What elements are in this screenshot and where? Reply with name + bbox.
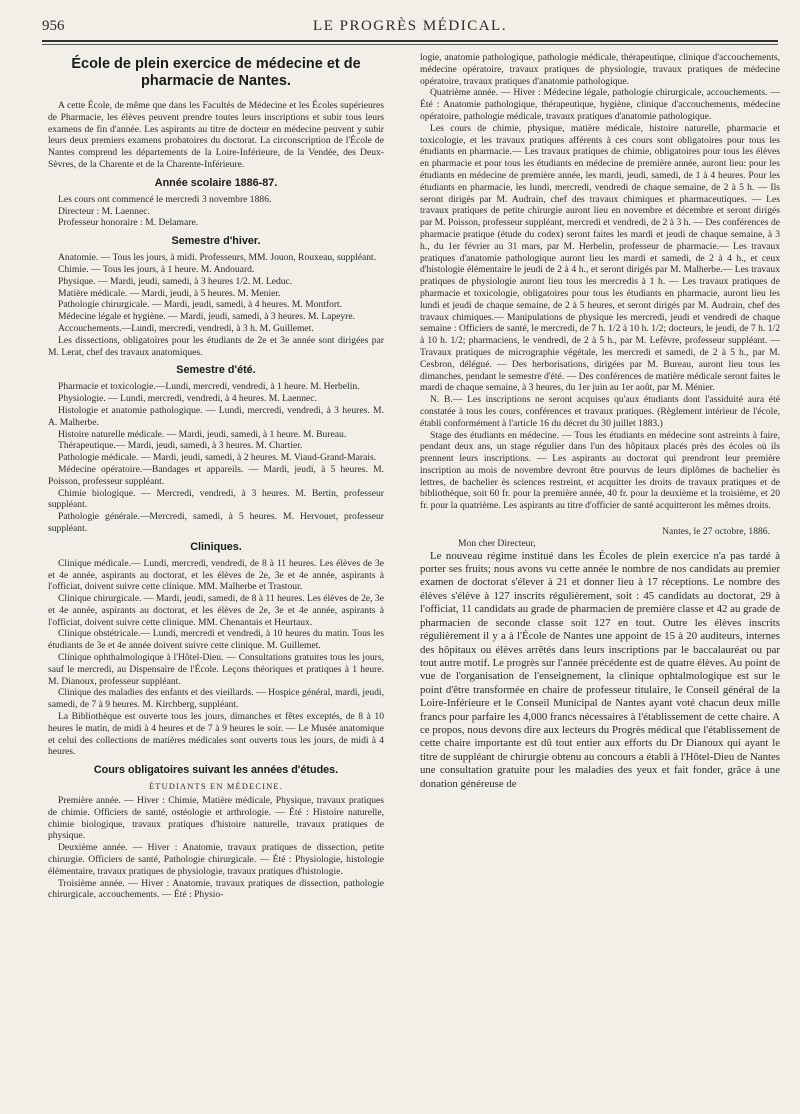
article-title <box>48 56 384 90</box>
intro-paragraph: A cette École, de même que dans les Facultés de Médecine et les Écoles supérieures de Pharmacie, les élèves peuvent prendre toutes leurs inscriptions et subir tous leurs examens de fin d'année. Les aspirants au titre de docteur en médecine peuvent y subir leurs deux premiers examens probatoires du doctorat. La circonscription de l'École de Nantes comprend les départements de la Loire-Inférieure, de la Vendée, des Deux-Sèvres, de la Charente et de la Charente-Inférieure. <box>48 100 384 170</box>
clinique-entry: Clinique obstétricale.— Lundi, mercredi et vendredi, à 10 heures du matin. Tous les étudiants de 3e et 4e année doivent suivre cette clinique. M. Guillemet. <box>48 628 384 652</box>
ete-heading: Semestre d'été. <box>176 364 256 377</box>
etudiants-heading: ÉTUDIANTS EN MÉDECINE. <box>148 782 284 792</box>
page-header <box>42 16 778 38</box>
travaux-pratiques-paragraph: Les cours de chimie, physique, matière médicale, histoire naturelle, pharmacie et toxicologie, et les travaux pratiques afférents à ces cours sont obligatoires pour tous les étudiants en pharmacie.— Les travaux pratiques de chimie, obligatoires pour tous les élèves en pharmacie et pour tous les étudiants en médecine de première année, auront lieu: pour les étudiants en médecine de première année, les mardi, jeudi, samedi, de 1 à 4 heures. Pour les étudiants en pharmacie, les lundi, mercredi, vendredi de chaque semaine, de 2 à 5 h. — Ils seront dirigés par M. Audrain, chef des travaux chimiques et pharmaceutiques. — Les travaux pratiques de petite chirurgie auront lieu en novembre et décembre et seront dirigés par M. Poisson, professeur suppléant, mercredi et vendredi, de 2 à 3 h. — Des conférences de pharmacie pratique (étude du codex) seront faites les mardi et jeudi de chaque semaine, à 3 h., du 1er février au 31 mars, par M. Herbelin, professeur de pharmacie.— Les travaux pratiques d'anatomie pathologique auront lieu les mardi et samedi, de 2 à 4 h., et ceux d'histologie élémentaire le jeudi de 2 à 4 h., et seront dirigés par M. Malherbe.— Les travaux pratiques de physiologie auront lieu tous les mercredis à 1 h. — Les travaux pratiques de pharmacie et toxicologie, obligatoires pour tous les étudiants en pharmacie, auront lieu les lundi et jeudi de chaque semaine, de 2 à 5 heures, et seront dirigés par M. Audrain, chef des travaux chimiques.— Manipulations de physique les mercredi, jeudi et vendredi de chaque semaine : Officiers de santé, le mercredi, de 7 h. 1/2 à 10 h. 1/2; docteurs, le jeudi, de 7 h. 1/2 à 10 h. 1/2; pharmaciens, le vendredi, de 2 à 5 h., par M. Lefèvre, professeur suppléant. — Travaux pratiques de micrographie végétale, les mercredi et samedi, de 2 à 5 h., par M. Cesbron, délégué. — Des herborisations, dirigées par M. Bureau, auront lieu tous les dimanches, pendant le semestre d'été. — Des conférences de matière médicale seront faites le mardi de chaque semaine, à 3 heures, du 1er juin au 1er août, par M. Ménier. <box>420 122 780 394</box>
course-entry: Thérapeutique.— Mardi, jeudi, samedi, à 3 heures. M. Chartier. <box>58 440 303 452</box>
letter-date: Nantes, le 27 octobre, 1886. <box>662 526 770 538</box>
cours-obligatoires-heading: Cours obligatoires suivant les années d'études. <box>93 764 339 777</box>
cliniques-heading: Cliniques. <box>190 540 242 553</box>
course-entry: Pathologie générale.—Mercredi, samedi, à 5 heures. M. Hervouet, professeur suppléant. <box>48 511 384 534</box>
left-column <box>48 56 384 901</box>
annee-entry: Deuxième année. — Hiver : Anatomie, travaux pratiques de dissection, petite chirurgie. Officiers de santé, Pathologie chirurgicale. — Été : Physiologie, histologie élémentaire, travaux pratiques de physiologie, travaux pratiques d'histologie. <box>48 842 384 877</box>
cours-commence: Les cours ont commencé le mercredi 3 novembre 1886. <box>58 193 272 205</box>
stage-paragraph: Stage des étudiants en médecine. — Tous les étudiants en médecine sont astreints à faire, pendant deux ans, un stage régulier dans l'un des hôpitaux placés près des écoles où ils prennent leurs inscriptions. — Les aspirants au doctorat qui prendront leur première inscription au mois de novembre devront être pourvus de leurs diplômes de bachelier ès lettres, de bachelier ès sciences restreint, et acquitter les droits de travaux pratiques et de bibliothèque, soit 60 fr. pour la première année, 40 fr. pour la deuxième et la troisième, et 20 fr. pour la quatrième. Les aspirants au titre d'officier de santé acquitteront les mêmes droits. <box>420 429 780 512</box>
hiver-heading: Semestre d'hiver. <box>171 235 261 248</box>
clinique-entry: Clinique chirurgicale. — Mardi, jeudi, samedi, de 8 à 11 heures. Les élèves de 2e, 3e et 4e année, aspirants au doctorat, et les élèves de 2e, 3e et 4e année, aspirants à l'officiat, doivent suivre cette clinique. MM. Chenantais et Heurtaux. <box>48 593 384 628</box>
running-title: LE PROGRÈS MÉDICAL. <box>313 18 507 34</box>
letter-salutation: Mon cher Directeur, <box>458 537 536 549</box>
course-entry: Pathologie chirurgicale. — Mardi, jeudi, samedi, à 4 heures. M. Montfort. <box>58 299 343 311</box>
clinique-entry: Clinique médicale.— Lundi, mercredi, vendredi, de 8 à 11 heures. Les élèves de 3e et 4e année, aspirants au doctorat, et les élèves de 2e, 3e et 4e année, aspirants à l'officiat, doivent suivre cette clinique. MM. Malherbe et Trastour. <box>48 557 384 593</box>
course-entry: Histologie et anatomie pathologique. — Lundi, mercredi, vendredi, à 3 heures. M. A. Malherbe. <box>48 404 384 428</box>
course-entry: Physiologie. — Lundi, mercredi, vendredi, à 4 heures. M. Laennec. <box>58 393 317 405</box>
header-rule-thin <box>42 44 778 45</box>
page-number: 956 <box>42 18 65 34</box>
course-entry: Accouchements.—Lundi, mercredi, vendredi, à 3 h. M. Guillemet. <box>58 322 314 334</box>
course-entry: Pharmacie et toxicologie.—Lundi, mercredi, vendredi, à 1 heure. M. Herbelin. <box>58 381 360 393</box>
right-column <box>420 52 780 791</box>
article-title-line2: pharmacie de Nantes. <box>141 73 291 89</box>
course-entry: Chimie biologique. — Mercredi, vendredi, à 3 heures. M. Bertin, professeur suppléant. <box>48 487 384 511</box>
nota-bene: N. B.— Les inscriptions ne seront acquises qu'aux étudiants dont l'assiduité aura été constatée à tous les cours, conférences et travaux pratiques. (Règlement intérieur de l'école, établi conformément à l'article 16 du décret du 30 juillet 1883.) <box>420 394 780 429</box>
letter-body: Le nouveau régime institué dans les Écoles de plein exercice n'a pas tardé à porter ses fruits; nous avons vu cette année le nombre de nos candidats au premier examen de doctorat s'élever à 21 et donner lieu à 17 réceptions. Le nombre des élèves s'élève à 127 inscrits régulièrement, soit : 45 candidats au doctorat, 29 à l'officiat, 11 candidats au grade de pharmacien de première classe et 42 au grade de pharmacien de seconde classe soit 127 en tout. Outre les élèves inscrits régulièrement il y a à l'École de Nantes une appoint de 15 à 20 auditeurs, internes des hôpitaux ou élèves arrêtés dans leurs inscriptions par le baccalauréat ou par tout autre motif. Le progrès sur l'année précédente est de quatre élèves. Au point de vue de l'organisation de l'enseignement, la clinique ophtalmologique est sur le point d'être transformée en chaire de professeur titulaire, le Conseil général de la Loire-Inférieure et le Conseil Municipal de Nantes ayant voté chacun deux mille francs pour parfaire les 4,000 francs nécessaires à l'établissement de cette chaire. A ce propos, nous devons dire aux lecteurs du Progrès médical que l'établissement de cette chaire importante est dû tout entier aux efforts du Dr Dianoux qui ayant le titre de suppléant de chirurgie obtenu au concours a établi à l'Hôtel-Dieu de Nantes une consultation gratuite pour les maladies des yeux et fait fonder, grâce à une donation généreuse de <box>420 549 780 790</box>
course-entry: Pathologie médicale. — Mardi, jeudi, samedi, à 2 heures. M. Viaud-Grand-Marais. <box>58 452 377 464</box>
annee-heading: Année scolaire 1886-87. <box>154 176 278 189</box>
quatrieme-annee: Quatrième année. — Hiver : Médecine légale, pathologie chirurgicale, accouchements. — Été : Anatomie pathologique, thérapeutique, hygiène, clinique d'accouchements, médecine opératoire, pathologie médicale, travaux pratiques d'anatomie pathologique. <box>420 87 780 122</box>
course-entry: Médecine légale et hygiène. — Mardi, jeudi, samedi, à 3 heures. M. Lapeyre. <box>58 311 356 323</box>
course-entry: Anatomie. — Tous les jours, à midi. Professeurs, MM. Jouon, Rouxeau, suppléant. <box>58 252 377 264</box>
article-title-line1: École de plein exercice de médecine et de <box>71 56 361 72</box>
header-rule-thick <box>42 40 778 42</box>
bibliotheque-paragraph: La Bibliothèque est ouverte tous les jours, dimanches et fêtes exceptés, de 8 à 10 heures le matin, de midi à 4 heures et de 7 à 9 heures le soir. — Le Musée anatomique et celui des collections de matières médicales sont ouverts tous les jours, de midi à 4 heures. <box>48 711 384 758</box>
course-entry: Histoire naturelle médicale. — Mardi, jeudi, samedi, à 1 heure. M. Bureau. <box>58 428 347 440</box>
annee-entry: Première année. — Hiver : Chimie, Matière médicale, Physique, travaux pratiques de chimie. Officiers de santé, ostéologie et arthrologie. — Été : Histoire naturelle, chimie biologique, travaux pratiques d'histoire naturelle, travaux pratiques de physique. <box>48 795 384 842</box>
course-entry: Chimie. — Tous les jours, à 1 heure. M. Andouard. <box>58 263 255 275</box>
directeur: Directeur : M. Laennec. <box>58 205 150 217</box>
annee-entry: Troisième année. — Hiver : Anatomie, travaux pratiques de dissection, pathologie chirurgicale, accouchements. — Été : Physio- <box>48 877 384 901</box>
professeur-honoraire: Professeur honoraire : M. Delamare. <box>58 217 199 229</box>
course-entry: Matière médicale. — Mardi, jeudi, à 5 heures. M. Menier. <box>58 287 281 299</box>
course-entry: Les dissections, obligatoires pour les étudiants de 2e et 3e année sont dirigées par M. Lerat, chef des travaux anatomiques. <box>48 334 384 358</box>
clinique-entry: Clinique des maladies des enfants et des vieillards. — Hospice général, mardi, jeudi, samedi, de 7 à 9 heures. M. Kirchberg, suppléant. <box>48 687 384 711</box>
course-entry: Médecine opératoire.—Bandages et appareils. — Mardi, jeudi, à 5 heures. M. Poisson, professeur suppléant. <box>48 463 384 487</box>
continued-paragraph: logie, anatomie pathologique, pathologie médicale, thérapeutique, clinique d'accouchements, médecine opératoire, travaux pratiques de physiologie, travaux pratiques de médecine opératoire, travaux pratiques d'anatomie pathologique. <box>420 52 780 87</box>
clinique-entry: Clinique ophthalmologique à l'Hôtel-Dieu. — Consultations gratuites tous les jours, sauf le mercredi, au Dispensaire de l'École. Leçons théoriques et pratiques à 1 heure. M. Dianoux, professeur suppléant. <box>48 652 384 687</box>
course-entry: Physique. — Mardi, jeudi, samedi, à 3 heures 1/2. M. Leduc. <box>58 275 293 287</box>
